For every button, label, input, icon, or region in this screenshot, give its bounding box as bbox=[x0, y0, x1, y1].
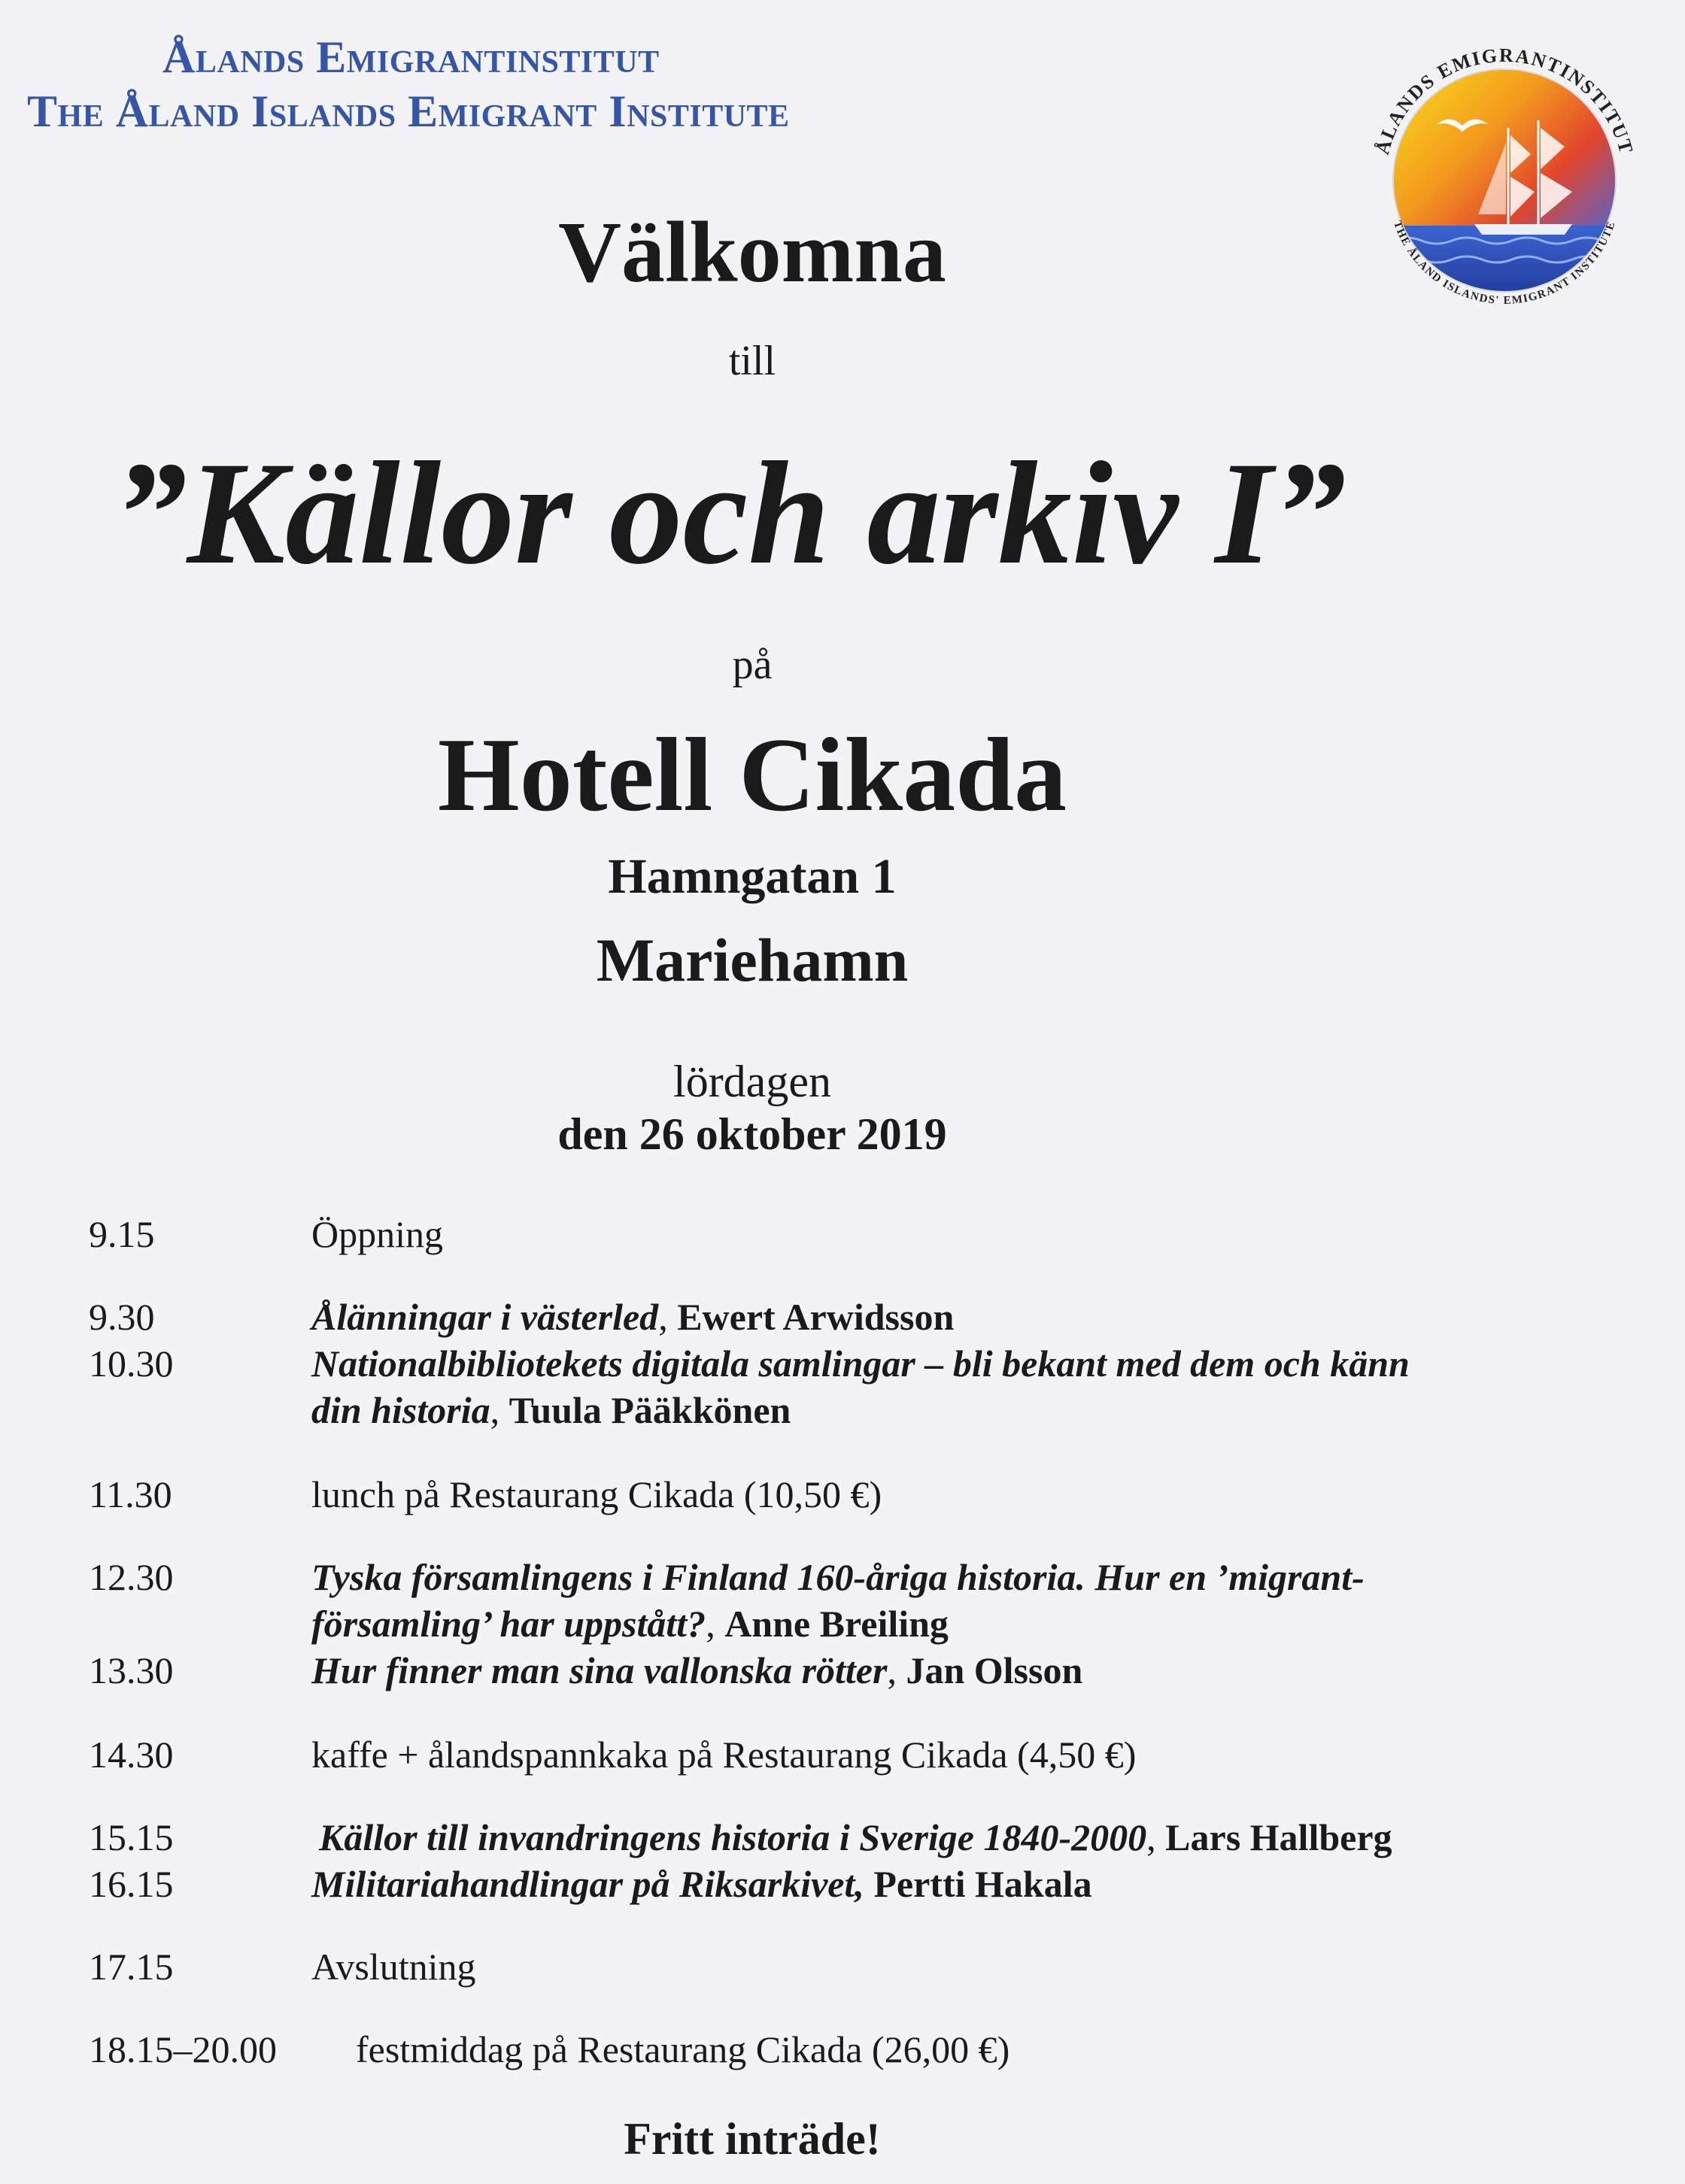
schedule-description: festmiddag på Restaurang Cikada (26,00 €) bbox=[356, 2028, 1010, 2070]
schedule-item bbox=[311, 1294, 1605, 1340]
schedule-item bbox=[311, 1211, 1605, 1257]
speaker-name: Ewert Arwidsson bbox=[677, 1296, 955, 1338]
schedule-description: lunch på Restaurang Cikada (10,50 €) bbox=[311, 1473, 882, 1515]
speaker-name: Jan Olsson bbox=[906, 1649, 1083, 1691]
schedule-time: 9.15 bbox=[89, 1213, 155, 1255]
schedule-time: 15.15 bbox=[89, 1816, 174, 1858]
schedule-item bbox=[311, 1340, 1605, 1387]
event-date: den 26 oktober 2019 bbox=[557, 1109, 947, 1159]
schedule-time: 10.30 bbox=[89, 1342, 174, 1385]
welcome-heading: Välkomna bbox=[558, 205, 946, 301]
schedule-description: Avslutning bbox=[311, 1946, 476, 1988]
institute-header bbox=[27, 30, 885, 138]
logo-outer-text: ÅLANDS EMIGRANTINSTITUT bbox=[1371, 44, 1638, 157]
institute-name-swedish: Ålands Emigrantinstitut bbox=[162, 32, 660, 82]
institute-name-english: The Åland Islands Emigrant Institute bbox=[27, 86, 790, 136]
talk-title: din historia bbox=[311, 1389, 490, 1431]
schedule-time: 16.15 bbox=[89, 1863, 174, 1905]
talk-title: Nationalbibliotekets digitala samlingar – bli bekant med dem och känn bbox=[311, 1342, 1410, 1385]
separator bbox=[864, 1863, 874, 1905]
schedule-description: Öppning bbox=[311, 1213, 443, 1255]
talk-title: Källor till invandringens historia i Sverige 1840-2000 bbox=[319, 1816, 1147, 1858]
schedule-item bbox=[319, 1814, 1613, 1861]
schedule-item bbox=[356, 2026, 1650, 2073]
venue-street: Hamngatan 1 bbox=[608, 849, 897, 904]
schedule-time: 9.30 bbox=[89, 1296, 155, 1338]
schedule-item bbox=[311, 1731, 1605, 1778]
schedule-time: 18.15–20.00 bbox=[89, 2028, 277, 2070]
schedule-item bbox=[311, 1471, 1605, 1518]
venue-name: Hotell Cikada bbox=[437, 717, 1067, 833]
free-entry-note: Fritt inträde! bbox=[624, 2114, 881, 2164]
separator: , bbox=[1146, 1816, 1166, 1858]
schedule-item bbox=[311, 1387, 1605, 1433]
separator: , bbox=[887, 1649, 906, 1691]
schedule-time: 14.30 bbox=[89, 1734, 174, 1776]
logo-inner-text: THE ÅLAND ISLANDS' EMIGRANT INSTITUTE bbox=[1391, 219, 1618, 308]
schedule-item bbox=[311, 1647, 1605, 1694]
talk-title: Hur finner man sina vallonska rötter bbox=[311, 1649, 888, 1691]
talk-title: Ålänningar i västerled bbox=[311, 1296, 659, 1338]
schedule-time: 13.30 bbox=[89, 1649, 174, 1691]
schedule-item bbox=[311, 1943, 1605, 1990]
schedule-time: 12.30 bbox=[89, 1556, 174, 1598]
separator: , bbox=[490, 1389, 509, 1431]
schedule-time: 17.15 bbox=[89, 1946, 174, 1988]
schedule-time: 11.30 bbox=[89, 1473, 172, 1515]
talk-title: församling’ har uppstått? bbox=[311, 1603, 706, 1645]
speaker-name: Tuula Pääkkönen bbox=[509, 1389, 791, 1431]
schedule-item bbox=[311, 1554, 1605, 1600]
talk-title: Militariahandlingar på Riksarkivet, bbox=[311, 1863, 864, 1905]
venue-city: Mariehamn bbox=[596, 926, 909, 994]
schedule-item bbox=[311, 1600, 1605, 1647]
schedule-item bbox=[311, 1861, 1605, 1907]
till-text: till bbox=[728, 338, 776, 384]
pa-text: på bbox=[732, 642, 773, 688]
schedule-description: kaffe + ålandspannkaka på Restaurang Cikada (4,50 €) bbox=[311, 1734, 1137, 1776]
speaker-name: Lars Hallberg bbox=[1165, 1816, 1392, 1858]
event-weekday: lördagen bbox=[673, 1057, 831, 1106]
event-title: ”Källor och arkiv I” bbox=[113, 432, 1346, 595]
separator: , bbox=[658, 1296, 678, 1338]
talk-title: Tyska församlingens i Finland 160-åriga historia. Hur en ’migrant- bbox=[311, 1556, 1365, 1598]
speaker-name: Pertti Hakala bbox=[873, 1863, 1092, 1905]
speaker-name: Anne Breiling bbox=[724, 1603, 949, 1645]
separator: , bbox=[706, 1603, 725, 1645]
